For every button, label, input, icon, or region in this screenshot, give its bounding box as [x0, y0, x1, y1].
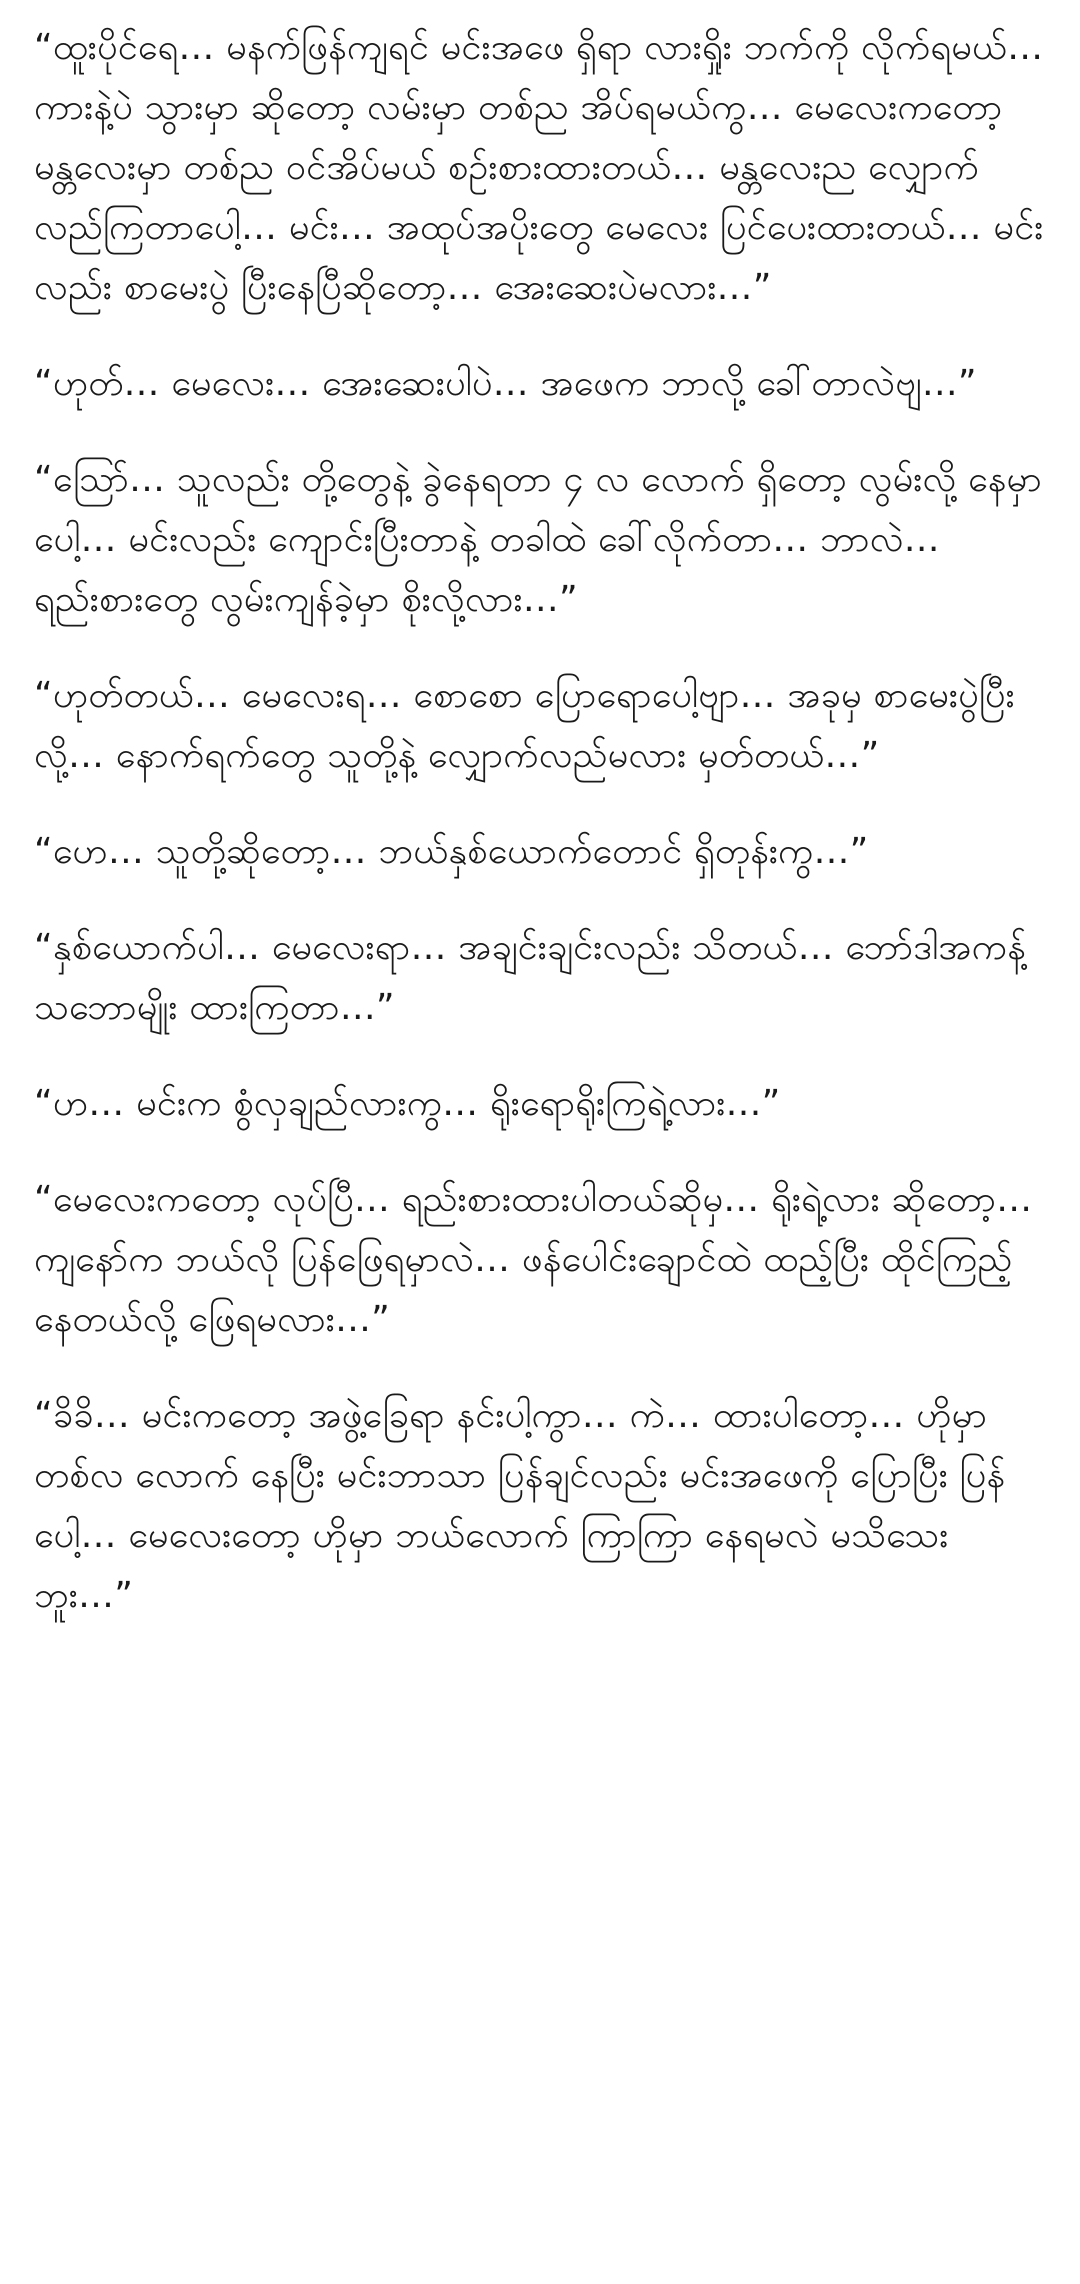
paragraph: “ခိခိ… မင်းကတော့ အဖွဲ့ခြေရာ နင်းပါ့ကွာ… ကဲ… ထားပါတော့… ဟိုမှာ တစ်လ လောက် နေပြီး မင်းဘာသာ ပြန်ချင်လည်း မင်းအဖေကို ပြောပြီး ပြန်ပေါ့… မေလေးတော့ ဟိုမှာ ဘယ်လောက် ကြာကြာ နေရမလဲ မသိသေးဘူး…” — [34, 1395, 1006, 1616]
paragraph: “ဟုတ်… မေလေး… အေးဆေးပါပဲ… အဖေက ဘာလို့ ခေါ်တာလဲဗျ…” — [34, 363, 977, 404]
paragraph: “ဟ… မင်းက စွံလှချည်လားကွ… ရိုးရောရိုးကြရဲ့လား…” — [34, 1083, 781, 1124]
paragraph: “သြော်… သူလည်း တို့တွေနဲ့ ခွဲနေရတာ ၄ လ လောက် ရှိတော့ လွမ်းလို့ နေမှာပေါ့… မင်းလည်း ကျောင်းပြီးတာနဲ့ တခါထဲ ခေါ်လိုက်တာ… ဘာလဲ… ရည်းစားတွေ လွမ်းကျန်ခဲ့မှာ စိုးလို့လား…” — [34, 459, 1043, 620]
paragraph: “ဟေ… သူတို့ဆိုတော့… ဘယ်နှစ်ယောက်တောင် ရှိတုန်းကွ…” — [34, 831, 869, 872]
paragraph: “ထူးပိုင်ရေ… မနက်ဖြန်ကျရင် မင်းအဖေ ရှိရာ လားရှိုး ဘက်ကို လိုက်ရမယ်… ကားနဲ့ပဲ သွားမှာ ဆိုတော့ လမ်းမှာ တစ်ည အိပ်ရမယ်ကွ… မေလေးကတော့ မန္တလေးမှာ တစ်ည ဝင်အိပ်မယ် စဉ်းစားထားတယ်… မန္တလေးည လျှောက်လည်ကြတာပေါ့… မင်း… အထုပ်အပိုးတွေ မေလေး ပြင်ပေးထားတယ်… မင်းလည်း စာမေးပွဲ ပြီးနေပြီဆိုတော့… အေးဆေးပဲမလား…” — [34, 27, 1044, 308]
paragraph: “နှစ်ယောက်ပါ… မေလေးရာ… အချင်းချင်းလည်း သိတယ်… ဘော်ဒါအကန့်သဘောမျိုး ထားကြတာ…” — [34, 927, 1026, 1028]
paragraph: “မေလေးကတော့ လုပ်ပြီ… ရည်းစားထားပါတယ်ဆိုမှ… ရိုးရဲ့လား ဆိုတော့… ကျနော်က ဘယ်လို ပြန်ဖြေရမှာလဲ… ဖန်ပေါင်းချောင်ထဲ ထည့်ပြီး ထိုင်ကြည့်နေတယ်လို့ ဖြေရမလား…” — [34, 1179, 1033, 1340]
paragraph: “ဟုတ်တယ်… မေလေးရ… စောစော ပြောရောပေါ့ဗျာ… အခုမှ စာမေးပွဲပြီးလို့… နောက်ရက်တွေ သူတို့နဲ့ လျှောက်လည်မလား မှတ်တယ်…” — [34, 675, 1015, 776]
